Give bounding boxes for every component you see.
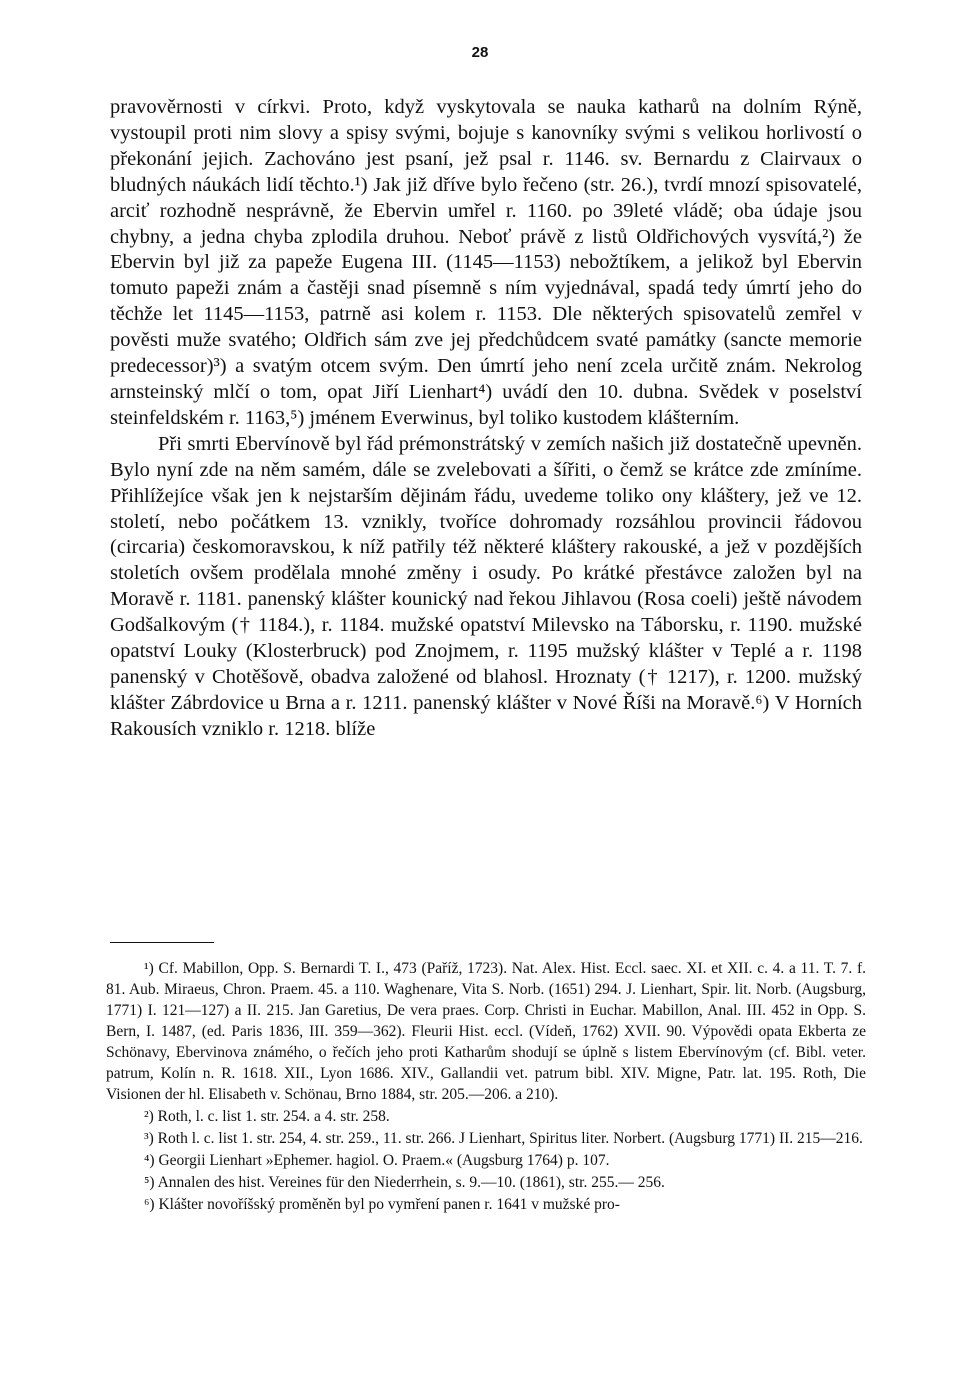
page-number: 28 <box>471 44 489 61</box>
footnote: ³) Roth l. c. list 1. str. 254, 4. str. 259., 11. str. 266. J Lienhart, Spiritus liter. Norbert. (Augsburg 1771) II. 215—216. <box>144 1130 863 1147</box>
footnotes <box>106 958 866 1216</box>
footnote: ⁴) Georgii Lienhart »Ephemer. hagiol. O. Praem.« (Augsburg 1764) p. 107. <box>144 1152 610 1169</box>
body-paragraph: pravověrnosti v církvi. Proto, když vyskytovala se nauka katharů na dolním Rýně, vystoupil proti nim slovy a spisy svými, bojuje s kanovníky svými s velikou horlivostí o překonání jejich. Zachováno jest psaní, jež psal r. 1146. sv. Bernardu z Clairvaux o bludných náukách lidí těchto.¹) Jak již dříve bylo řečeno (str. 26.), tvrdí mnozí spisovatelé, arciť rozhodně nesprávně, že Ebervin umřel r. 1160. po 39leté vládě; oba údaje jsou chybny, a jedna chyba zplodila druhou. Neboť právě z listů Oldřichových vysvítá,²) že Ebervin byl již za papeže Eugena III. (1145—1153) nebožtíkem, a jelikož byl Ebervin tomuto papeži znám a častěji snad písemně s ním vyjednával, spadá tedy úmrtí jeho do těchže let 1145—1153, patrně asi kolem r. 1153. Dle některých spisovatelů zemřel v pověsti muže svatého; Oldřich sám zve jej předchůdcem svaté památky (sancte memorie predecessor)³) a svatým otcem svým. Den úmrtí jeho není zcela určitě znám. Nekrolog arnsteinský mlčí o tom, opat Jiří Lienhart⁴) uvádí den 10. dubna. Svědek v poselství steinfeldském r. 1163,⁵) jménem Everwinus, byl toliko kustodem klášterním. <box>110 96 862 429</box>
footnote: ²) Roth, l. c. list 1. str. 254. a 4. str. 258. <box>144 1108 390 1125</box>
main-text <box>110 95 862 743</box>
footnote: ⁶) Klášter novoříšský proměněn byl po vymření panen r. 1641 v mužské pro- <box>144 1196 620 1213</box>
body-paragraph: Při smrti Ebervínově byl řád prémonstrátský v zemích našich již dostatečně upevněn. Bylo nyní zde na něm samém, dále se zvelebovati a šířiti, o čemž se krátce zde zmíníme. Přihlížejíce však jen k nejstarším dějinám řádu, uvedeme toliko ony kláštery, jež ve 12. století, nebo počátkem 13. vznikly, tvoříce dohromady rozsáhlou provincii řádovou (circaria) českomoravskou, k níž patřily též některé kláštery rakouské, a jež v pozdějších stoletích ovšem prodělala mnohé změny i osudy. Po krátké přestávce založen byl na Moravě r. 1181. panenský klášter kounický nad řekou Jihlavou (Rosa coeli) ještě návodem Godšalkovým († 1184.), r. 1184. mužské opatství Milevsko na Táborsku, r. 1190. mužské opatství Louky (Klosterbruck) pod Znojmem, r. 1195 mužský klášter v Teplé a r. 1198 panenský v Chotěšově, obadva založené od blahosl. Hroznaty († 1217), r. 1200. mužský klášter Zábrdovice u Brna a r. 1211. panenský klášter v Nové Říši na Moravě.⁶) V Horních Rakousích vzniklo r. 1218. blíže <box>110 432 862 740</box>
footnote-separator <box>110 942 214 943</box>
footnote: ¹) Cf. Mabillon, Opp. S. Bernardi T. I., 473 (Paříž, 1723). Nat. Alex. Hist. Eccl. saec. XI. et XII. c. 4. a 11. T. 7. f. 81. Aub. Miraeus, Chron. Praem. 45. a 110. Waghenare, Vita S. Norb. (1651) 294. J. Lienhart, Spir. lit. Norb. (Augsburg, 1771) I. 121—127) a II. 215. Jan Garetius, De vera praes. Corp. Christi in Euchar. Mabillon, Anal. III. 452 in Opp. S. Bern, I. 1487, (ed. Paris 1836, III. 359—362). Fleurii Hist. eccl. (Vídeň, 1762) XVII. 90. Výpovědi opata Ekberta ze Schönavy, Ebervinova známého, o řečích jeho proti Katharům shodují se úplně s listem Ebervínovým (cf. Bibl. veter. patrum, Kolín n. R. 1618. XII., Lyon 1686. XIV., Gallandii vet. patrum bibl. XIV. Migne, Patr. lat. 195. Roth, Die Visionen der hl. Elisabeth v. Schönau, Brno 1884, str. 205.—206. a 210). <box>106 960 866 1103</box>
footnote: ⁵) Annalen des hist. Vereines für den Niederrhein, s. 9.—10. (1861), str. 255.— 256. <box>144 1174 665 1191</box>
